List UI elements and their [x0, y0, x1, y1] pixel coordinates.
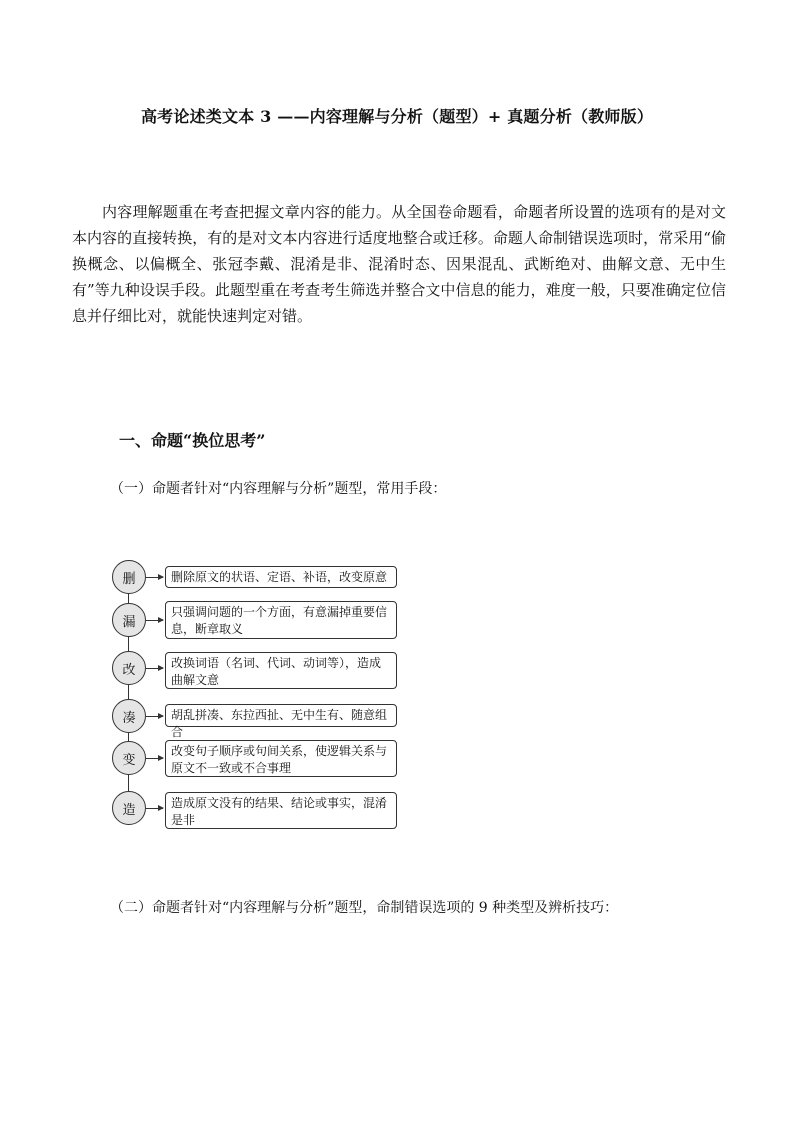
- method-box-omit: 只强调问题的一个方面，有意漏掉重要信息，断章取义: [165, 601, 397, 639]
- method-box-change: 改换词语（名词、代词、动词等），造成曲解文意: [165, 652, 397, 689]
- connector-line: [128, 775, 129, 791]
- method-box-fabricate: 造成原文没有的结果、结论或事实，混淆是非: [165, 792, 397, 829]
- method-circle-fabricate: 造: [112, 791, 146, 825]
- methods-diagram: [108, 556, 408, 836]
- arrow-icon: [146, 716, 163, 717]
- section-heading: 一、命题“换位思考”: [119, 431, 266, 450]
- subsection-heading-2: （二）命题者针对“内容理解与分析”题型，命制错误选项的 9 种类型及辨析技巧：: [110, 900, 619, 916]
- connector-line: [128, 733, 129, 741]
- method-box-alter: 改变句子顺序或句间关系，使逻辑关系与原文不一致或不合事理: [165, 740, 397, 777]
- page-title: 高考论述类文本 3 ——内容理解与分析（题型）+ 真题分析（教师版）: [140, 107, 654, 126]
- arrow-icon: [146, 808, 163, 809]
- method-circle-delete: 删: [112, 560, 146, 594]
- arrow-icon: [146, 577, 163, 578]
- arrow-icon: [146, 668, 163, 669]
- intro-paragraph: 内容理解题重在考查把握文章内容的能力。从全国卷命题看，命题者所设置的选项有的是对文本内容的直接转换，有的是对文本内容进行适度地整合或迁移。命题人命制错误选项时，常采用“偷换概念、以偏概全、张冠李戴、混淆是非、混淆时态、因果混乱、武断绝对、曲解文意、无中生有”等九种设误手段。此题型重在考查考生筛选并整合文中信息的能力，难度一般，只要准确定位信息并仔细比对，就能快速判定对错。: [72, 203, 726, 325]
- connector-line: [128, 685, 129, 699]
- method-circle-omit: 漏: [112, 603, 146, 637]
- method-circle-alter: 变: [112, 741, 146, 775]
- arrow-icon: [146, 758, 163, 759]
- arrow-icon: [146, 620, 163, 621]
- method-circle-patch: 凑: [112, 699, 146, 733]
- connector-line: [128, 637, 129, 651]
- connector-line: [128, 594, 129, 603]
- method-box-patch: 胡乱拼凑、东拉西扯、无中生有、随意组合: [165, 704, 397, 727]
- subsection-heading-1: （一）命题者针对“内容理解与分析”题型，常用手段：: [110, 481, 447, 497]
- method-box-delete: 删除原文的状语、定语、补语，改变原意: [165, 566, 397, 588]
- method-circle-change: 改: [112, 651, 146, 685]
